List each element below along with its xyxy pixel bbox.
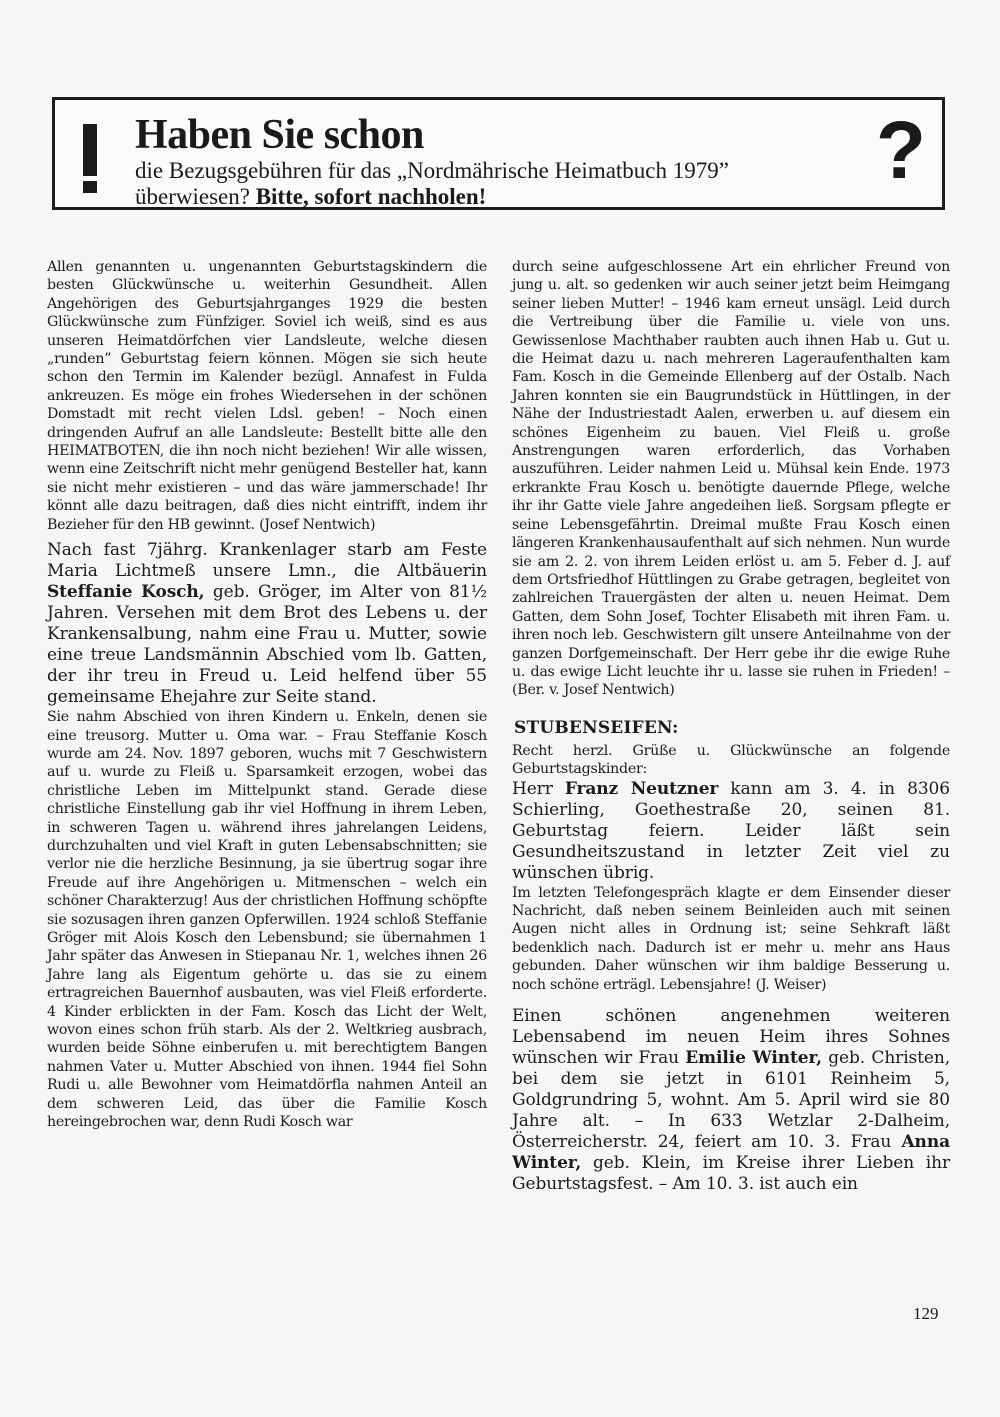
- notice-call-to-action: Bitte, sofort nachholen!: [255, 184, 487, 209]
- deceased-name: Steffanie Kosch,: [47, 582, 205, 603]
- page-number: 129: [913, 1304, 939, 1323]
- exclamation-mark-icon: [83, 124, 97, 176]
- celebrant-name: Emilie Winter,: [685, 1048, 822, 1068]
- obituary-intro-text: Nach fast 7jährg. Krankenlager starb am Feste Maria Lichtmeß unsere Lmn., die Altbäuerin: [47, 540, 487, 582]
- obituary-biography-paragraph: Sie nahm Abschied von ihren Kindern u. Enkeln, denen sie eine treusorg. Mutter u. Oma war. – Frau Steffanie Kosch wurde am 24. Nov. 1897 geboren, wuchs mit 7 Geschwistern auf u. wurde zu Fleiß u. Sparsamkeit erzogen, wobei das christliche Leben im Mittelpunkt stand. Gerade diese christliche Einstellung gab ihr viel Hoffnung in ihrem Leben, in schweren Tagen u. während ihres jahrelangen Leidens, durchzuhalten und viel Kraft in guten Lebensabschnitten; sie verlor nie die herzliche Besinnung, ja sie übertrug sogar ihre Freude auf ihre Angehörigen u. Mitmenschen – welch ein schöner Charakterzug! Aus der christlichen Hoffnung schöpfte sie sozusagen ihren ganzen Opferwillen. 1924 schloß Steffanie Gröger mit Alois Kosch den Lebensbund; sie übernahmen 1 Jahr später das Anwesen in Stiepanau Nr. 1, welches ihnen 26 Jahre lang als Eigentum gehörte u. das sie zu einem ertragreichen Bauernhof ausbauten, was viel Fleiß erforderte. 4 Kinder erblickten in der Fam. Kosch das Licht der Welt, wovon eines schon früh starb. Als der 2. Weltkrieg ausbrach, wurden beide Söhne einberufen u. mit berechtigtem Bangen nahmen Vater u. Mutter Abschied von ihnen. 1944 fiel Sohn Rudi u. alle Bewohner vom Heimatdörfla nahmen Anteil an dem schweren Leid, das über die Familie Kosch hereingebrochen war, denn Rudi Kosch war: [47, 709, 487, 1131]
- right-column: [512, 258, 950, 1195]
- notice-line-2: [135, 185, 486, 208]
- exclamation-dot-icon: [83, 181, 97, 193]
- neutzner-text: Herr: [512, 778, 565, 799]
- celebrant-name: Anna Winter,: [512, 1132, 950, 1173]
- birthday-greetings-paragraph: Allen genannten u. ungenannten Geburtstagskindern die besten Glückwünsche u. weiterhin Gesundheit. Allen Angehörigen des Geburtsjahrganges 1929 die besten Glückwünsche zum Fünfziger. Soviel ich weiß, sind es aus unseren Heimatdörfchen vier Landsleute, welche diesen „runden” Geburtstag feiern können. Mögen sie sich heute schon den Termin im Kalender bezügl. Annafest in Fulda ankreuzen. Es möge ein frohes Wiedersehen in der schönen Domstadt mit recht vielen Ldsl. geben! – Noch einen dringenden Aufruf an alle Landsleute: Bestellt bitte alle den HEIMATBOTEN, die ihn noch nicht beziehen! Wir alle wissen, wenn eine Zeitschrift nicht mehr genügend Besteller hat, kann sie nicht mehr existieren – und das wäre jammerschade! Ihr könnt alle dazu beitragen, daß dies nicht eintrifft, indem ihr Bezieher für den HB gewinnt. (Josef Nentwich): [47, 259, 487, 533]
- left-column: [47, 258, 487, 1131]
- neutzner-text-cont: kann am 3. 4. in 8306 Schierling, Goethestraße 20, seinen 81. Geburtstag feiern. Leider läßt sein Gesundheitszustand in letzter Zeit viel zu wünschen übrig.: [512, 778, 950, 883]
- notice-title: Haben Sie schon: [135, 112, 424, 158]
- notice-line-2-text: überwiesen?: [135, 184, 256, 209]
- winter-text: Einen schönen angenehmen weiteren Lebensabend im neuen Heim ihres Sohnes wünschen wir Frau: [512, 1006, 950, 1068]
- winter-text-cont: geb. Christen, bei dem sie jetzt in 6101 Reinheim 5, Goldgrundring 5, wohnt. Am 5. April wird sie 80 Jahre alt. – In 633 Wetzlar 2-Dalheim, Österreicherstr. 24, feiert am 10. 3. Frau: [512, 1048, 950, 1152]
- celebrant-name: Franz Neutzner: [564, 778, 719, 799]
- obituary-continuation-paragraph: durch seine aufgeschlossene Art ein ehrlicher Freund von jung u. alt. so gedenken wir auch seiner jetzt beim Heimgang seiner lieben Mutter! – 1946 kam erneut unsägl. Leid durch die Vertreibung über die Familie u. viele von uns. Gewissenlose Machthaber raubten auch ihnen Hab u. Gut u. die Heimat dazu u. nach mehreren Lageraufenthalten kam Fam. Kosch in die Gemeinde Ellenberg auf der Ostalb. Nach Jahren konnten sie ein Baugrundstück in Hüttlingen, in der Nähe der Industriestadt Aalen, erwerben u. auf diesem ein schönes Eigenheim zu bauen. Viel Fleiß u. große Anstrengungen waren erforderlich, das Vorhaben auszuführen. Leider nahmen Leid u. Mühsal kein Ende. 1973 erkrankte Frau Kosch u. benötigte dauernde Pflege, welche ihr ihr Gatte viele Jahre angedeihen ließ. Sorgsam pflegte er seine Lebensgefährtin. Dreimal mußte Frau Kosch einen längeren Krankenhausaufenthalt auf sich nehmen. Nun wurde sie am 2. 2. von ihrem Leiden erlöst u. am 5. Feber d. J. auf dem Ortsfriedhof Hüttlingen zu Grabe getragen, begleitet von zahlreichen Trauergästen der alten u. neuen Heimat. Dem Gatten, dem Sohn Josef, Tochter Elisabeth mit ihren Fam. u. ihren noch leb. Geschwistern gilt unsere Anteilnahme von der ganzen Dorfgemeinschaft. Der Herr gebe ihr die ewige Ruhe u. das ewige Licht leuchte ihr u. lasse sie ruhen in Frieden! – (Ber. v. Josef Nentwich): [512, 259, 950, 699]
- question-mark-icon: ?: [875, 105, 926, 196]
- winter-text-end: geb. Klein, im Kreise ihrer Lieben ihr Geburtstagsfest. – Am 10. 3. ist auch ein: [512, 1153, 950, 1194]
- greetings-intro-paragraph: Recht herzl. Grüße u. Glückwünsche an folgende Geburtstagskinder:: [512, 742, 950, 778]
- neutzner-birthday-paragraph: [512, 779, 950, 884]
- notice-line-1: die Bezugsgebühren für das „Nordmährische Heimatbuch 1979”: [135, 158, 729, 183]
- payment-reminder-box: [52, 97, 945, 210]
- health-note-paragraph: Im letzten Telefongespräch klagte er dem Einsender dieser Nachricht, daß neben seinem Beinleiden auch mit seinen Augen nicht alles in Ordnung ist; seine Sehkraft läßt bedenklich nach. Dadurch ist er mehr u. mehr ans Haus gebunden. Daher wünschen wir ihm baldige Besserung u. noch schöne erträgl. Lebensjahre! (J. Weiser): [512, 884, 950, 993]
- obituary-intro-text-cont: geb. Gröger, im Alter von 81½ Jahren. Versehen mit dem Brot des Lebens u. der Krankensalbung, nahm eine Frau u. Mutter, sowie eine treue Landsmännin Abschied vom lb. Gatten, der ihr treu in Freud u. Leid helfend über 55 gemeinsame Ehejahre zur Seite stand.: [47, 582, 487, 708]
- section-heading-stubenseifen: STUBENSEIFEN:: [514, 717, 679, 738]
- winter-birthday-paragraph: [512, 1006, 950, 1195]
- obituary-intro-paragraph: [47, 540, 487, 708]
